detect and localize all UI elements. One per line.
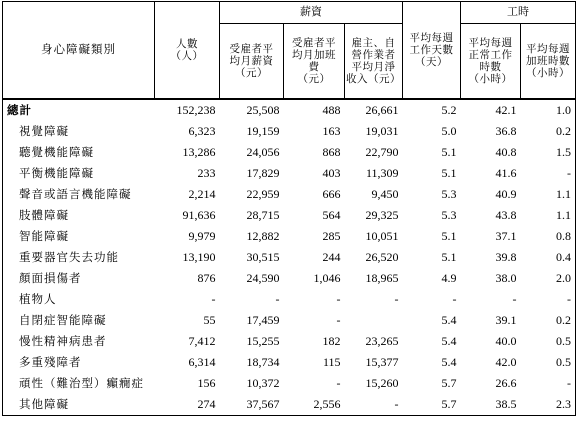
row-salary: 22,959 (246, 186, 280, 201)
table-row (3, 184, 576, 205)
row-employer-income: 18,965 (365, 270, 399, 285)
row-name: 總計 (3, 99, 155, 121)
row-overtime-pay: 163 (322, 123, 341, 138)
table-row (3, 121, 576, 142)
row-salary: 19,159 (246, 123, 280, 138)
row-name: 重要器官失去功能 (3, 247, 155, 268)
row-regular-hours: 26.6 (495, 375, 517, 390)
header-regular-line1: 平均每週 (468, 36, 513, 49)
table-row (3, 247, 576, 268)
row-persons: 2,214 (188, 186, 216, 201)
row-name: 自閉症智能障礙 (3, 310, 155, 331)
row-overtime-hours: - (521, 289, 576, 310)
row-persons: 233 (197, 165, 216, 180)
header-employer-line3: 平均月淨 (351, 61, 396, 73)
table-row (3, 163, 576, 184)
row-overtime-pay: 285 (322, 228, 341, 243)
row-name: 聲音或語言機能障礙 (3, 184, 155, 205)
row-days: 4.9 (441, 270, 457, 285)
header-persons-line1: 人數 (176, 37, 198, 50)
header-overtime-pay-line3: 費 (308, 61, 320, 73)
row-salary: 30,515 (246, 249, 280, 264)
row-days: 5.4 (441, 333, 457, 348)
row-regular-hours: 39.1 (495, 312, 517, 327)
row-employer-income: 26,661 (365, 102, 399, 117)
row-salary: 37,567 (220, 394, 284, 416)
row-overtime-hours: 0.4 (521, 247, 576, 268)
table-row (3, 331, 576, 352)
header-avg-weekly-days (403, 2, 461, 100)
header-overtime-pay-line2: 均月加班 (292, 48, 336, 61)
header-employer-line4: 收入（元） (346, 73, 402, 86)
header-employer-line2: 營作業者 (351, 48, 396, 61)
row-regular-hours: 39.8 (495, 249, 517, 264)
row-overtime-pay: 1,046 (313, 270, 341, 285)
row-days: - (452, 291, 457, 306)
row-overtime-pay: - (336, 291, 341, 306)
disability-employment-table (2, 1, 576, 416)
table-row (3, 142, 576, 163)
row-days: 5.1 (441, 144, 457, 159)
row-name: 智能障礙 (3, 226, 155, 247)
row-persons: 6,323 (188, 123, 216, 138)
row-days: 5.7 (403, 394, 461, 416)
header-regular-hours (461, 24, 521, 100)
header-regular-line3: 時數 (479, 61, 502, 73)
row-overtime-pay: 244 (322, 249, 341, 264)
row-days: 5.1 (441, 165, 457, 180)
row-days: 5.2 (441, 102, 457, 117)
row-overtime-hours: 1.5 (521, 142, 576, 163)
row-employer-income: 15,377 (365, 354, 399, 369)
row-overtime-pay: 868 (322, 144, 341, 159)
row-name: 其他障礙 (3, 394, 155, 416)
row-name: 聽覺機能障礙 (3, 142, 155, 163)
row-days: 5.3 (441, 207, 457, 222)
header-days-line3: （天） (415, 56, 449, 69)
row-employer-income: 26,520 (365, 249, 399, 264)
row-regular-hours: 42.0 (495, 354, 517, 369)
header-regular-line2: 正常工作 (468, 48, 513, 61)
row-employer-income: 10,051 (365, 228, 399, 243)
header-ot-hours-line1: 平均每週 (526, 42, 571, 55)
row-overtime-pay: 488 (322, 102, 341, 117)
row-persons: 7,412 (188, 333, 216, 348)
table-header (3, 2, 576, 100)
header-ot-hours-line3: （小時） (526, 67, 571, 80)
header-employee-avg-salary (220, 24, 284, 100)
row-overtime-hours: 0.8 (521, 226, 576, 247)
row-persons: 13,286 (182, 144, 216, 159)
row-salary: 25,508 (246, 102, 280, 117)
header-overtime-hours (521, 24, 576, 100)
row-employer-income (345, 310, 403, 331)
row-days: 5.4 (441, 312, 457, 327)
row-employer-income: 11,309 (365, 165, 399, 180)
row-persons: 876 (197, 270, 216, 285)
header-salary-line3: （元） (235, 67, 268, 80)
table-row-total (3, 99, 576, 121)
row-salary: 15,255 (246, 333, 280, 348)
header-salary-line2: 均月薪資 (229, 54, 274, 67)
row-days: 5.4 (441, 354, 457, 369)
header-salary-line1: 受雇者平 (229, 42, 274, 55)
row-regular-hours: 36.8 (495, 123, 517, 138)
header-overtime-pay-line4: （元） (297, 73, 331, 86)
header-category: 身心障礙類別 (3, 2, 155, 100)
row-overtime-pay: - (336, 312, 341, 327)
row-overtime-hours: 1.0 (521, 99, 576, 121)
row-overtime-pay: 403 (322, 165, 341, 180)
row-regular-hours: 41.6 (495, 165, 517, 180)
row-overtime-pay: 564 (322, 207, 341, 222)
row-overtime-hours: 0.2 (521, 310, 576, 331)
table-row (3, 268, 576, 289)
row-name: 慢性精神病患者 (3, 331, 155, 352)
row-salary: 12,882 (246, 228, 280, 243)
header-hours-group: 工時 (461, 2, 576, 24)
row-overtime-hours: 2.3 (521, 394, 576, 416)
row-persons: - (211, 291, 216, 306)
row-regular-hours: 40.8 (495, 144, 517, 159)
table-row (3, 310, 576, 331)
header-employer-income (345, 24, 403, 100)
row-overtime-hours: 1.1 (521, 205, 576, 226)
row-overtime-hours: - (521, 373, 576, 394)
row-overtime-pay: 666 (322, 186, 341, 201)
row-employer-income: 23,265 (365, 333, 399, 348)
row-regular-hours: 40.0 (495, 333, 517, 348)
table-row (3, 289, 576, 310)
row-overtime-hours: - (521, 163, 576, 184)
row-employer-income: - (345, 394, 403, 416)
row-persons: 152,238 (176, 102, 216, 117)
row-days: 5.0 (441, 123, 457, 138)
header-regular-line4: （小時） (468, 73, 513, 86)
row-regular-hours: - (512, 291, 517, 306)
row-salary: 24,056 (246, 144, 280, 159)
row-days: 5.3 (441, 186, 457, 201)
table-row (3, 205, 576, 226)
row-salary: 17,829 (246, 165, 280, 180)
row-persons: 55 (203, 312, 216, 327)
row-regular-hours: 38.5 (461, 394, 521, 416)
header-persons-line2: （人） (170, 50, 204, 62)
row-overtime-pay: 115 (322, 354, 341, 369)
row-persons: 91,636 (182, 207, 216, 222)
row-name: 頑性（難治型）癲癇症 (3, 373, 155, 394)
row-name: 肢體障礙 (3, 205, 155, 226)
row-employer-income: 29,325 (365, 207, 399, 222)
row-persons: 6,314 (188, 354, 216, 369)
header-ot-hours-line2: 加班時數 (526, 54, 571, 67)
row-employer-income: 19,031 (365, 123, 399, 138)
row-employer-income: 15,260 (365, 375, 399, 390)
row-employer-income: - (394, 291, 399, 306)
row-overtime-pay: 182 (322, 333, 341, 348)
row-days: 5.7 (441, 375, 457, 390)
row-overtime-pay: 2,556 (284, 394, 345, 416)
row-overtime-hours: 0.5 (521, 331, 576, 352)
header-employee-overtime-pay (284, 24, 345, 100)
table-row (3, 394, 576, 416)
header-salary-group: 薪資 (220, 2, 403, 24)
row-salary: 18,734 (246, 354, 280, 369)
row-regular-hours: 38.0 (495, 270, 517, 285)
table-row (3, 373, 576, 394)
row-employer-income: 9,450 (371, 186, 399, 201)
row-salary: 28,715 (246, 207, 280, 222)
row-overtime-hours: 0.5 (521, 352, 576, 373)
header-employer-line1: 雇主、自 (351, 36, 396, 49)
row-overtime-hours: 1.1 (521, 184, 576, 205)
table-row (3, 352, 576, 373)
row-overtime-hours: 0.2 (521, 121, 576, 142)
header-days-line1: 平均每週 (409, 31, 454, 44)
row-employer-income: 22,790 (365, 144, 399, 159)
row-days: 5.1 (441, 228, 457, 243)
row-persons: 274 (155, 394, 220, 416)
row-name: 視覺障礙 (3, 121, 155, 142)
row-persons: 13,190 (182, 249, 216, 264)
header-overtime-pay-line1: 受雇者平 (292, 36, 336, 49)
row-salary: 17,459 (246, 312, 280, 327)
row-salary: 10,372 (246, 375, 280, 390)
table-body (3, 99, 576, 416)
row-regular-hours: 40.9 (495, 186, 517, 201)
row-regular-hours: 37.1 (495, 228, 517, 243)
row-overtime-pay: - (336, 375, 341, 390)
row-name: 平衡機能障礙 (3, 163, 155, 184)
row-name: 多重殘障者 (3, 352, 155, 373)
row-persons: 9,979 (188, 228, 216, 243)
row-salary: 24,590 (246, 270, 280, 285)
row-persons: 156 (197, 375, 216, 390)
row-regular-hours: 42.1 (495, 102, 517, 117)
row-days: 5.1 (441, 249, 457, 264)
row-name: 顏面損傷者 (3, 268, 155, 289)
header-days-line2: 工作天數 (409, 43, 454, 56)
row-overtime-hours: 2.0 (521, 268, 576, 289)
row-regular-hours: 43.8 (495, 207, 517, 222)
table-row (3, 226, 576, 247)
header-persons (155, 2, 220, 100)
row-salary: - (275, 291, 280, 306)
row-name: 植物人 (3, 289, 155, 310)
